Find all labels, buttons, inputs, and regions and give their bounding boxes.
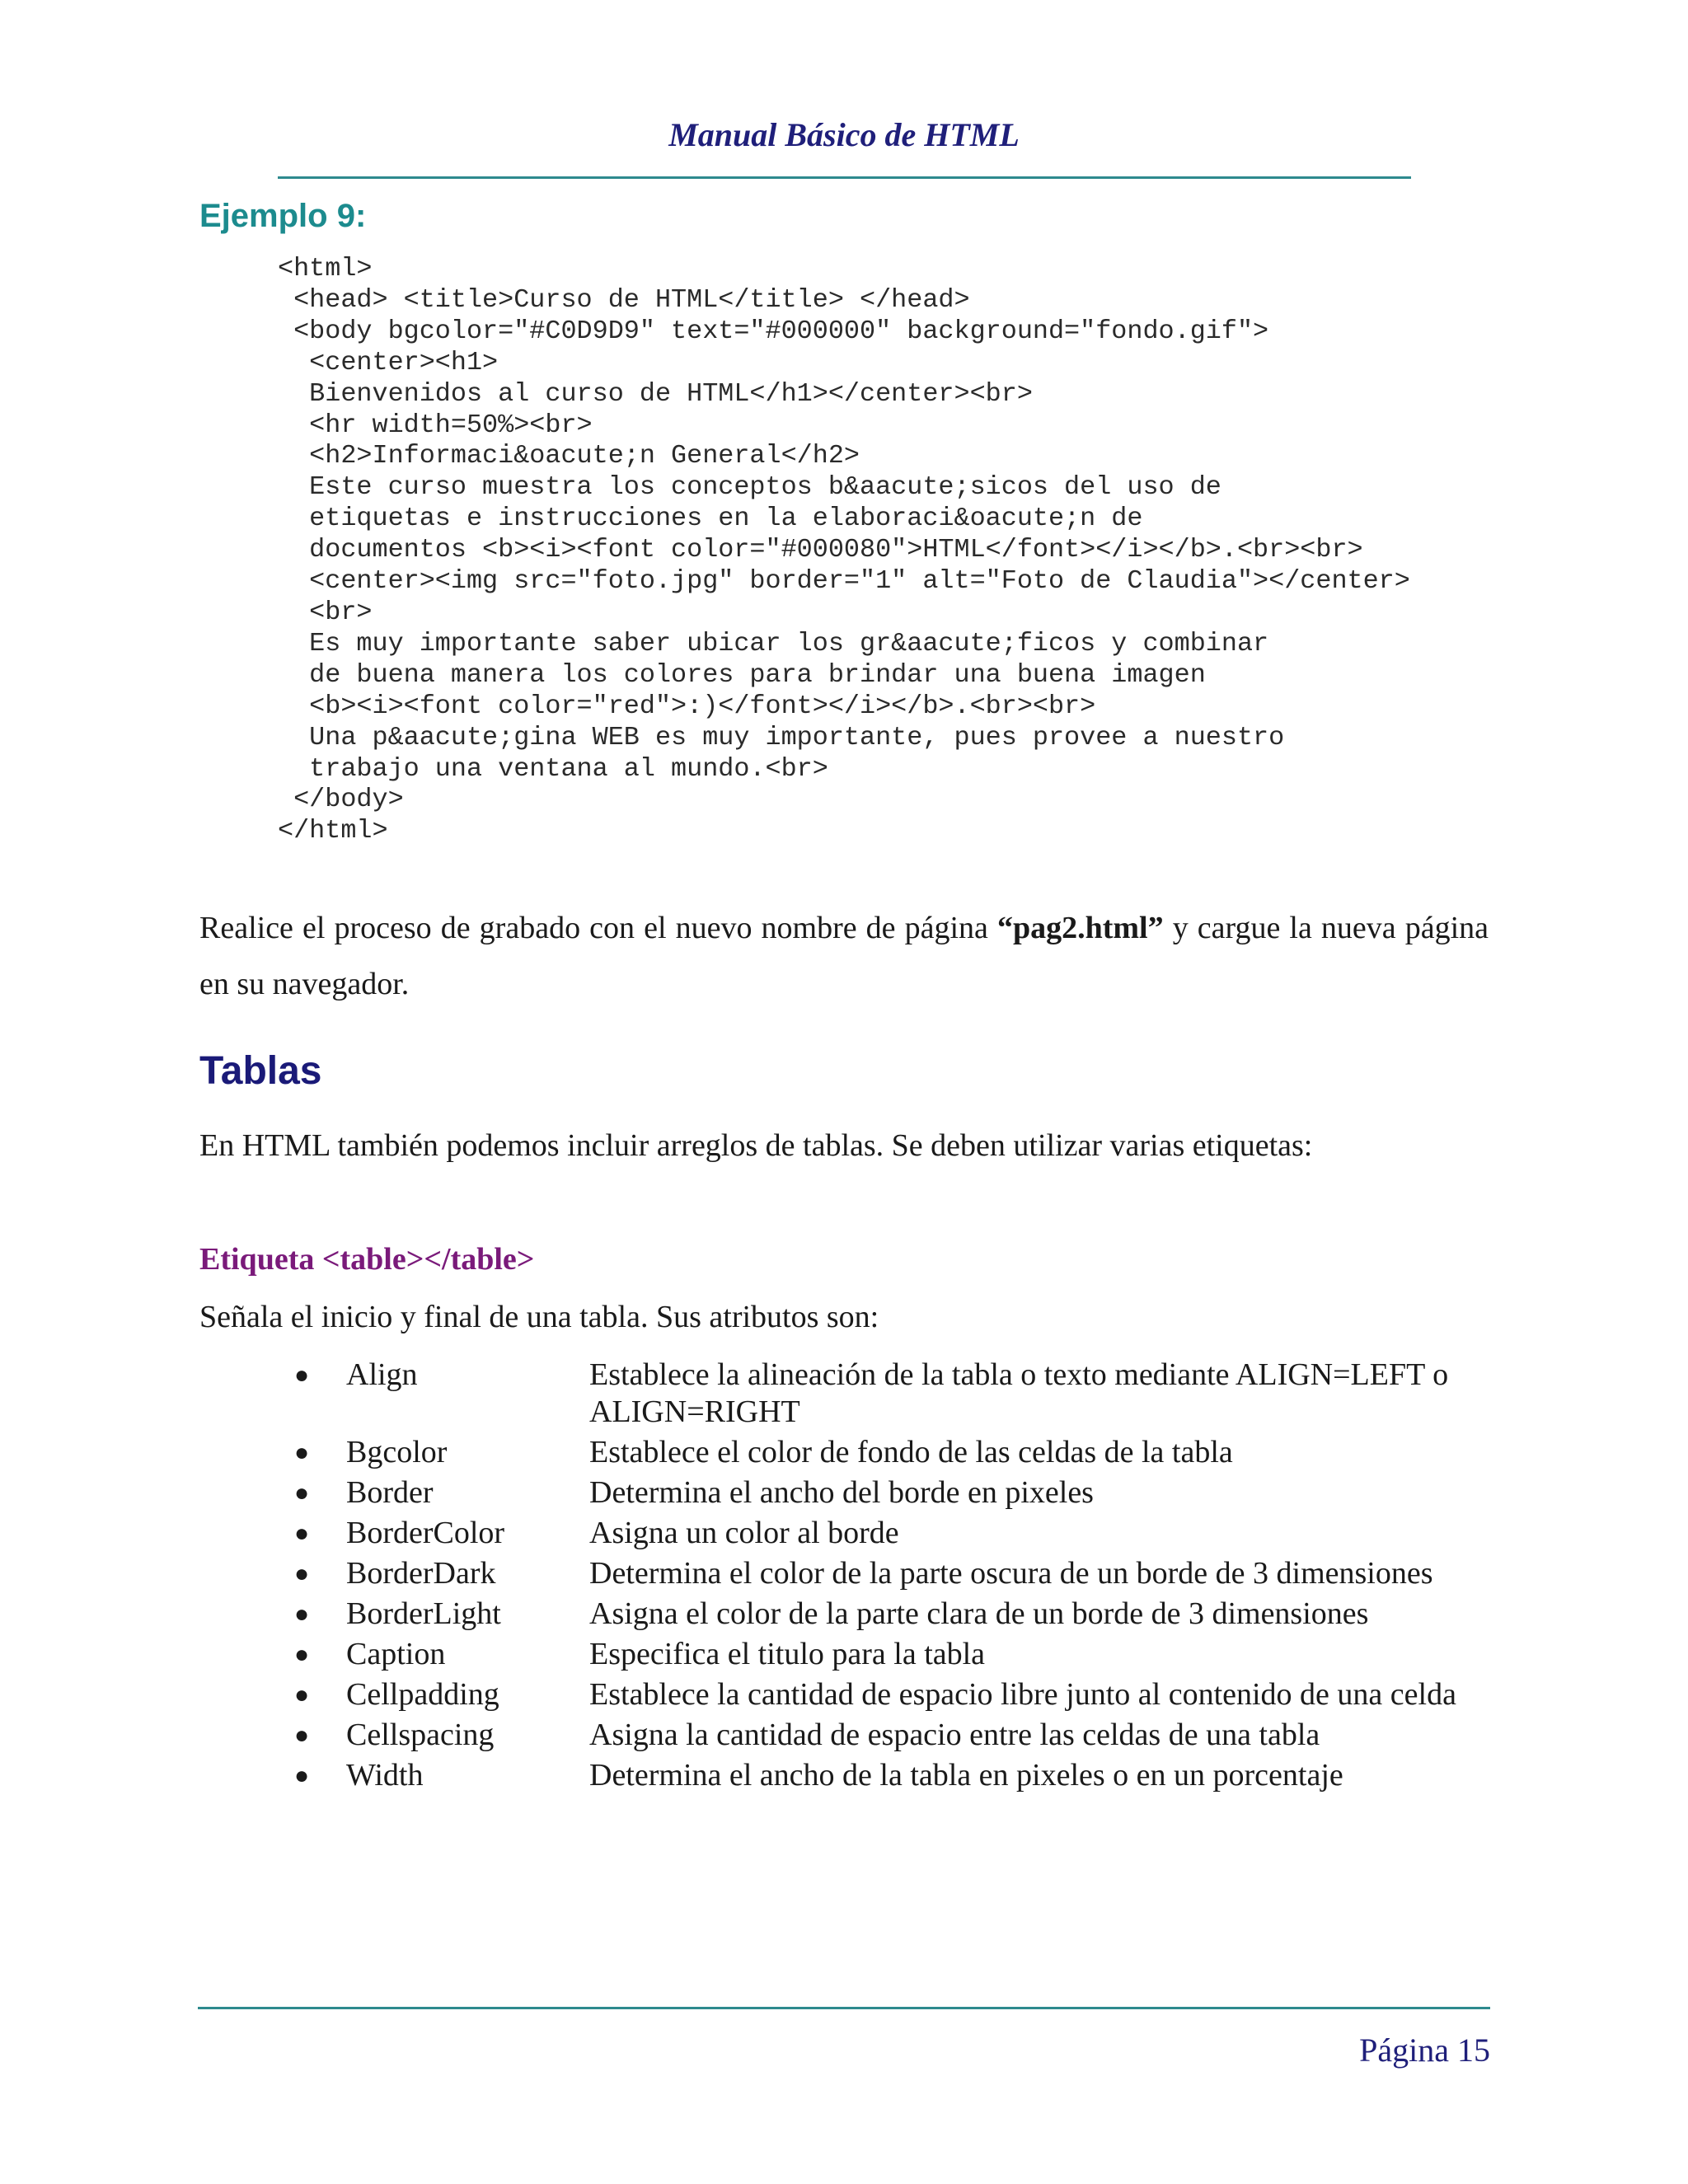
bullet-icon: ● xyxy=(294,1361,310,1389)
attribute-item xyxy=(0,1474,1688,1511)
table-tag-heading: Etiqueta <table></table> xyxy=(199,1242,535,1277)
footer-rule xyxy=(198,2007,1490,2009)
bullet-icon: ● xyxy=(294,1439,310,1466)
save-instructions-paragraph xyxy=(199,900,1489,1012)
attribute-description: Establece la cantidad de espacio libre junto al contenido de una celda xyxy=(589,1677,1456,1712)
attribute-item xyxy=(0,1636,1688,1673)
attribute-item xyxy=(0,1434,1688,1471)
bullet-icon: ● xyxy=(294,1681,310,1708)
code-listing: <html> <head> <title>Curso de HTML</title> </head> <body bgcolor="#C0D9D9" text="#000000" background="fondo.gif"> <center><h1> Bienvenidos al curso de HTML</h1></center><br> <hr width=50%><br> <h2>Informaci&oacute;n General</h2> Este curso muestra los conceptos b&aacute;sicos del uso de etiquetas e instrucciones en la elaboraci&oacute;n de documentos <b><i><font color="#000080">HTML</font></i></b>.<br><br> <center><img src="foto.jpg" border="1" alt="Foto de Claudia"></center> <br> Es muy importante saber ubicar los gr&aacute;ficos y combinar de buena manera los colores para brindar una buena imagen <b><i><font color="red">:)</font></i></b>.<br><br> Una p&aacute;gina WEB es muy importante, pues provee a nuestro trabajo una ventana al mundo.<br> </body> </html> xyxy=(278,254,1410,846)
attribute-description: Determina el ancho del borde en pixeles xyxy=(589,1475,1094,1510)
page-number: Página 15 xyxy=(1359,2032,1490,2069)
section-heading-tablas: Tablas xyxy=(199,1049,322,1093)
attribute-item xyxy=(0,1555,1688,1592)
attribute-name: BorderColor xyxy=(346,1516,505,1550)
tables-intro-paragraph: En HTML también podemos incluir arreglos de tablas. Se deben utilizar varias etiquetas: xyxy=(199,1128,1313,1163)
header-rule xyxy=(278,176,1411,179)
attribute-name: Border xyxy=(346,1475,434,1510)
attribute-description: Establece la alineación de la tabla o texto mediante ALIGN=LEFT o ALIGN=RIGHT xyxy=(589,1357,1449,1429)
example-heading: Ejemplo 9: xyxy=(199,198,367,234)
attribute-description: Determina el color de la parte oscura de un borde de 3 dimensiones xyxy=(589,1556,1433,1591)
attribute-name: BorderDark xyxy=(346,1556,496,1591)
attribute-item xyxy=(0,1515,1688,1552)
attribute-name: Cellspacing xyxy=(346,1718,495,1752)
attribute-item xyxy=(0,1357,1688,1431)
bullet-icon: ● xyxy=(294,1722,310,1749)
bullet-icon: ● xyxy=(294,1479,310,1507)
attribute-item xyxy=(0,1596,1688,1633)
attribute-name: Cellpadding xyxy=(346,1677,499,1712)
save-filename: “pag2.html” xyxy=(996,911,1164,945)
attribute-description: Asigna la cantidad de espacio entre las celdas de una tabla xyxy=(589,1718,1320,1752)
attribute-description: Establece el color de fondo de las celdas de la tabla xyxy=(589,1435,1233,1469)
bullet-icon: ● xyxy=(294,1520,310,1547)
attribute-list xyxy=(0,1357,1688,1797)
bullet-icon: ● xyxy=(294,1560,310,1587)
attribute-name: BorderLight xyxy=(346,1596,501,1631)
attribute-name: Align xyxy=(346,1357,418,1392)
save-instructions-text-before: Realice el proceso de grabado con el nuevo nombre de página xyxy=(199,911,997,945)
table-tag-intro: Señala el inicio y final de una tabla. Sus atributos son: xyxy=(199,1300,879,1334)
attribute-item xyxy=(0,1757,1688,1794)
bullet-icon: ● xyxy=(294,1641,310,1668)
attribute-description: Asigna el color de la parte clara de un borde de 3 dimensiones xyxy=(589,1596,1369,1631)
attribute-description: Determina el ancho de la tabla en pixeles o en un porcentaje xyxy=(589,1758,1343,1793)
bullet-icon: ● xyxy=(294,1601,310,1628)
attribute-item xyxy=(0,1717,1688,1754)
attribute-name: Bgcolor xyxy=(346,1435,448,1469)
save-instructions-text-after: y cargue la nueva página en su navegador. xyxy=(199,911,1489,1001)
running-header-title: Manual Básico de HTML xyxy=(668,116,1020,153)
attribute-name: Caption xyxy=(346,1637,446,1671)
bullet-icon: ● xyxy=(294,1762,310,1789)
attribute-description: Especifica el titulo para la tabla xyxy=(589,1637,986,1671)
attribute-description: Asigna un color al borde xyxy=(589,1516,899,1550)
attribute-name: Width xyxy=(346,1758,424,1793)
attribute-item xyxy=(0,1676,1688,1713)
